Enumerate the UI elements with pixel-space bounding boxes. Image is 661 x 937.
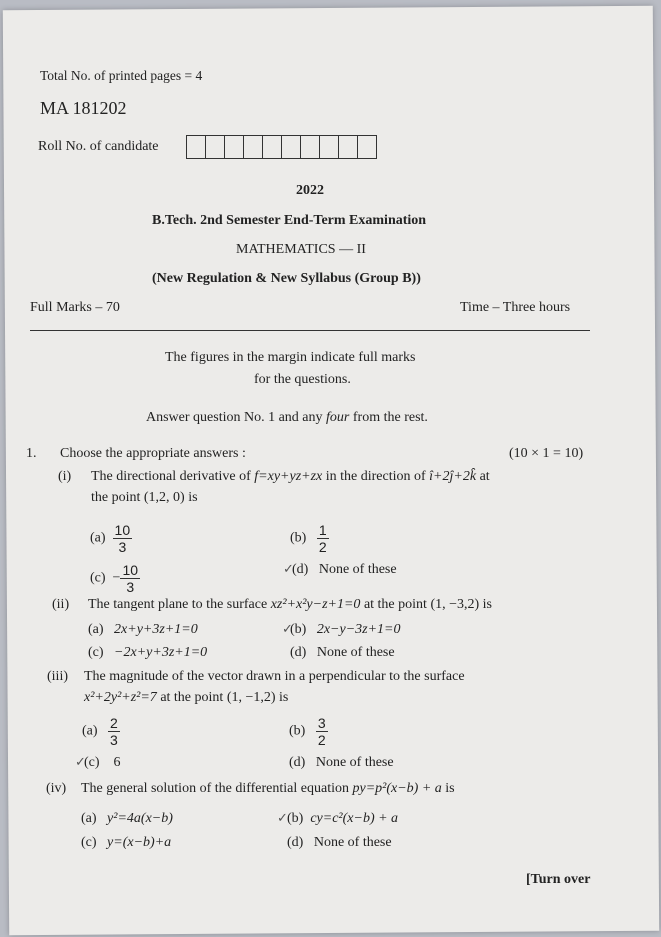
fraction: $\frac{10}{3}$ <box>114 522 131 555</box>
roll-box[interactable] <box>206 136 225 158</box>
tick-mark-icon: ✓ <box>277 811 288 826</box>
question-prompt: Choose the appropriate answers : <box>60 446 246 461</box>
fraction: $\frac{1}{2}$ <box>318 522 327 555</box>
header-divider <box>30 330 590 331</box>
tick-mark-icon: ✓ <box>282 622 293 637</box>
fraction: $\frac{3}{2}$ <box>317 715 326 748</box>
roll-number-boxes[interactable] <box>186 135 377 159</box>
subq-label: (iii) <box>47 669 68 684</box>
subq-text: The tangent plane to the surface xz²+x²y−z+1=0 at the point (1, −3,2) is <box>88 597 493 612</box>
option-c[interactable]: (c) 6 <box>84 755 121 770</box>
subq-text: The directional derivative of f=xy+yz+zx in the direction of î+2ĵ+2k̂ at <box>91 469 490 484</box>
option-b[interactable]: (b) cy=c²(x−b) + a <box>287 811 399 826</box>
roll-box[interactable] <box>282 136 301 158</box>
question-number: 1. <box>26 446 37 461</box>
subq-text-cont: x²+2y²+z²=7 at the point (1, −1,2) is <box>84 690 289 705</box>
instruction-line-2: for the questions. <box>254 372 351 387</box>
fraction: $\frac{2}{3}$ <box>110 715 118 748</box>
option-a[interactable]: (a) $\frac{10}{3}$ <box>90 522 131 555</box>
subq-text: The magnitude of the vector drawn in a perpendicular to the surface <box>84 669 465 684</box>
option-a[interactable]: (a) y²=4a(x−b) <box>81 811 173 826</box>
option-d[interactable]: (d) None of these <box>290 645 395 660</box>
printed-pages: Total No. of printed pages = 4 <box>40 68 203 83</box>
full-marks: Full Marks – 70 <box>30 300 120 315</box>
subq-text: The general solution of the differential equation py=p²(x−b) + a is <box>81 781 455 796</box>
fraction: $\frac{10}{3}$ <box>122 562 139 595</box>
instruction-line-1: The figures in the margin indicate full marks <box>165 350 416 365</box>
tick-mark-icon: ✓ <box>283 562 294 577</box>
answer-rule: Answer question No. 1 and any four from the rest. <box>146 410 428 425</box>
time-allowed: Time – Three hours <box>460 300 571 315</box>
exam-year: 2022 <box>296 183 324 198</box>
roll-box[interactable] <box>339 136 358 158</box>
roll-box[interactable] <box>301 136 320 158</box>
subq-label: (i) <box>58 469 72 484</box>
option-d[interactable]: (d) None of these <box>289 755 394 770</box>
question-marks: (10 × 1 = 10) <box>509 446 584 461</box>
option-a[interactable]: (a) 2x+y+3z+1=0 <box>88 622 198 637</box>
roll-box[interactable] <box>225 136 244 158</box>
option-d[interactable]: (d) None of these <box>292 562 397 577</box>
regulation-note: (New Regulation & New Syllabus (Group B)) <box>152 271 421 286</box>
roll-box[interactable] <box>187 136 206 158</box>
subq-text-cont: the point (1,2, 0) is <box>91 490 198 505</box>
subject-title: MATHEMATICS — II <box>236 242 366 257</box>
option-c[interactable]: (c) − $\frac{10}{3}$ <box>90 562 139 595</box>
exam-title: B.Tech. 2nd Semester End-Term Examination <box>152 213 427 228</box>
subq-label: (ii) <box>52 597 70 612</box>
turn-over: [Turn over <box>526 872 591 887</box>
option-d[interactable]: (d) None of these <box>287 835 392 850</box>
course-code: MA 181202 <box>40 98 127 118</box>
roll-label: Roll No. of candidate <box>38 139 159 154</box>
option-c[interactable]: (c) y=(x−b)+a <box>81 835 172 850</box>
roll-box[interactable] <box>263 136 282 158</box>
roll-box[interactable] <box>358 136 376 158</box>
tick-mark-icon: ✓ <box>75 755 86 770</box>
roll-box[interactable] <box>244 136 263 158</box>
option-c[interactable]: (c) −2x+y+3z+1=0 <box>88 645 208 660</box>
option-b[interactable]: (b) $\frac{1}{2}$ <box>290 522 327 555</box>
roll-box[interactable] <box>320 136 339 158</box>
subq-label: (iv) <box>46 781 67 796</box>
option-b[interactable]: (b) $\frac{3}{2}$ <box>289 715 326 748</box>
option-b[interactable]: (b) 2x−y−3z+1=0 <box>290 622 401 637</box>
option-a[interactable]: (a) $\frac{2}{3}$ <box>82 715 118 748</box>
